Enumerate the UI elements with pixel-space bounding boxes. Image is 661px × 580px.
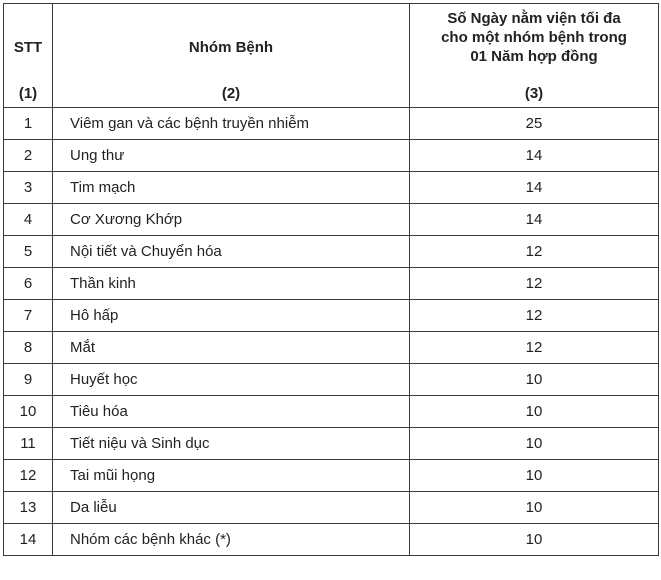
table-row xyxy=(4,460,659,492)
row-max-days: 10 xyxy=(410,396,659,428)
row-disease-group: Tiêu hóa xyxy=(53,396,410,428)
header-stt xyxy=(4,4,53,108)
row-stt: 11 xyxy=(4,428,53,460)
row-max-days: 10 xyxy=(410,524,659,556)
row-disease-group: Tai mũi họng xyxy=(53,460,410,492)
header-stt-title: STT xyxy=(13,39,43,56)
table-header-row xyxy=(4,4,659,108)
row-disease-group: Hô hấp xyxy=(53,300,410,332)
row-stt: 7 xyxy=(4,300,53,332)
row-max-days: 14 xyxy=(410,204,659,236)
row-stt: 1 xyxy=(4,108,53,140)
header-disease-group xyxy=(53,4,410,108)
row-disease-group: Tim mạch xyxy=(53,172,410,204)
row-max-days: 10 xyxy=(410,460,659,492)
row-stt: 14 xyxy=(4,524,53,556)
row-disease-group: Cơ Xương Khớp xyxy=(53,204,410,236)
header-disease-group-number: (2) xyxy=(221,85,241,102)
table-row xyxy=(4,268,659,300)
row-disease-group: Nhóm các bệnh khác (*) xyxy=(53,524,410,556)
row-max-days: 10 xyxy=(410,364,659,396)
hospital-days-table xyxy=(3,3,659,556)
row-max-days: 12 xyxy=(410,268,659,300)
table-row xyxy=(4,140,659,172)
table-row xyxy=(4,236,659,268)
row-max-days: 14 xyxy=(410,172,659,204)
table-row xyxy=(4,428,659,460)
header-max-days-line-1: Số Ngày nằm viện tối đa xyxy=(447,10,621,27)
header-max-days xyxy=(410,4,659,108)
row-max-days: 14 xyxy=(410,140,659,172)
row-disease-group: Thần kinh xyxy=(53,268,410,300)
table-row xyxy=(4,364,659,396)
row-disease-group: Nội tiết và Chuyển hóa xyxy=(53,236,410,268)
row-stt: 8 xyxy=(4,332,53,364)
row-stt: 5 xyxy=(4,236,53,268)
row-stt: 6 xyxy=(4,268,53,300)
row-disease-group: Da liễu xyxy=(53,492,410,524)
row-disease-group: Huyết học xyxy=(53,364,410,396)
table-row xyxy=(4,108,659,140)
row-disease-group: Ung thư xyxy=(53,140,410,172)
row-stt: 3 xyxy=(4,172,53,204)
row-max-days: 10 xyxy=(410,492,659,524)
row-stt: 2 xyxy=(4,140,53,172)
table-row xyxy=(4,332,659,364)
table-body xyxy=(4,108,659,556)
row-stt: 9 xyxy=(4,364,53,396)
row-disease-group: Viêm gan và các bệnh truyền nhiễm xyxy=(53,108,410,140)
header-max-days-line-2: cho một nhóm bệnh trong xyxy=(441,29,627,46)
table-row xyxy=(4,524,659,556)
row-max-days: 12 xyxy=(410,332,659,364)
table-row xyxy=(4,300,659,332)
row-stt: 13 xyxy=(4,492,53,524)
table-row xyxy=(4,492,659,524)
header-max-days-line-3: 01 Năm hợp đồng xyxy=(470,48,598,65)
row-stt: 10 xyxy=(4,396,53,428)
row-max-days: 25 xyxy=(410,108,659,140)
table-row xyxy=(4,172,659,204)
row-max-days: 12 xyxy=(410,236,659,268)
header-disease-group-title: Nhóm Bệnh xyxy=(188,39,274,56)
header-max-days-number: (3) xyxy=(524,85,544,102)
header-stt-number: (1) xyxy=(18,85,38,102)
row-stt: 4 xyxy=(4,204,53,236)
row-disease-group: Mắt xyxy=(53,332,410,364)
hospital-days-table-container xyxy=(3,3,659,556)
table-row xyxy=(4,396,659,428)
row-disease-group: Tiết niệu và Sinh dục xyxy=(53,428,410,460)
row-max-days: 10 xyxy=(410,428,659,460)
row-max-days: 12 xyxy=(410,300,659,332)
header-max-days-title xyxy=(410,9,658,66)
table-row xyxy=(4,204,659,236)
row-stt: 12 xyxy=(4,460,53,492)
